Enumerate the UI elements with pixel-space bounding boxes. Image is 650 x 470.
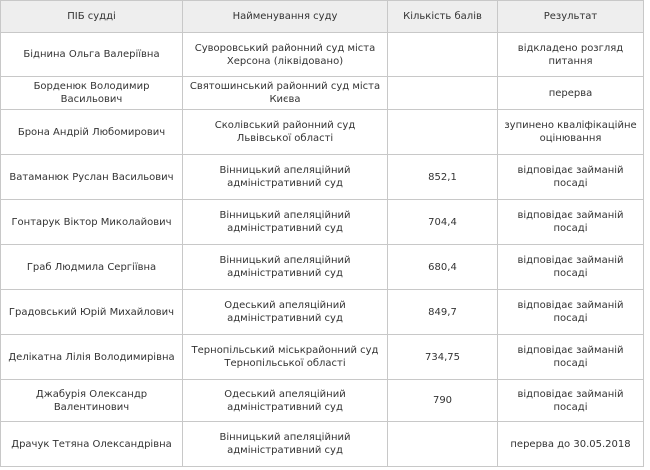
table-row [1,380,644,422]
header-court-name: Найменування суду [183,1,388,33]
judge-name: Драчук Тетяна Олександрівна [1,422,183,467]
table-header [1,1,644,33]
score-value: 790 [388,380,498,422]
result-value: відповідає займаній посаді [498,290,644,335]
court-name: Вінницький апеляційний адміністративний суд [183,422,388,467]
score-value [388,77,498,110]
table-body [1,33,644,467]
result-value: відповідає займаній посаді [498,155,644,200]
result-value: відповідає займаній посаді [498,200,644,245]
judge-name: Гонтарук Віктор Миколайович [1,200,183,245]
header-score: Кількість балів [388,1,498,33]
judge-name: Брона Андрій Любомирович [1,110,183,155]
table-row [1,77,644,110]
score-value: 680,4 [388,245,498,290]
judge-name: Джабурія Олександр Валентинович [1,380,183,422]
table-row [1,290,644,335]
court-name: Сколівський районний суд Львівської області [183,110,388,155]
judge-name: Граб Людмила Сергіївна [1,245,183,290]
score-value: 704,4 [388,200,498,245]
result-value: перерва до 30.05.2018 [498,422,644,467]
table-row [1,110,644,155]
judge-name: Біднина Ольга Валеріївна [1,33,183,77]
judge-name: Делікатна Лілія Володимирівна [1,335,183,380]
score-value: 849,7 [388,290,498,335]
court-name: Святошинський районний суд міста Києва [183,77,388,110]
score-value [388,422,498,467]
court-name: Тернопільський міськрайонний суд Тернопільської області [183,335,388,380]
judge-name: Градовський Юрій Михайлович [1,290,183,335]
table-row [1,200,644,245]
table-row [1,422,644,467]
header-result: Результат [498,1,644,33]
table-row [1,245,644,290]
result-value: відповідає займаній посаді [498,380,644,422]
court-name: Одеський апеляційний адміністративний суд [183,380,388,422]
court-name: Вінницький апеляційний адміністративний суд [183,200,388,245]
court-name: Суворовський районний суд міста Херсона (ліквідовано) [183,33,388,77]
judge-name: Борденюк Володимир Васильович [1,77,183,110]
score-value: 734,75 [388,335,498,380]
result-value: відкладено розгляд питання [498,33,644,77]
header-row [1,1,644,33]
header-judge-name: ПІБ судді [1,1,183,33]
result-value: відповідає займаній посаді [498,245,644,290]
score-value: 852,1 [388,155,498,200]
court-name: Одеський апеляційний адміністративний суд [183,290,388,335]
court-name: Вінницький апеляційний адміністративний суд [183,155,388,200]
table-row [1,155,644,200]
judge-name: Ватаманюк Руслан Васильович [1,155,183,200]
result-value: відповідає займаній посаді [498,335,644,380]
court-name: Вінницький апеляційний адміністративний суд [183,245,388,290]
table-row [1,335,644,380]
score-value [388,33,498,77]
result-value: зупинено кваліфікаційне оцінювання [498,110,644,155]
result-value: перерва [498,77,644,110]
table-row [1,33,644,77]
score-value [388,110,498,155]
